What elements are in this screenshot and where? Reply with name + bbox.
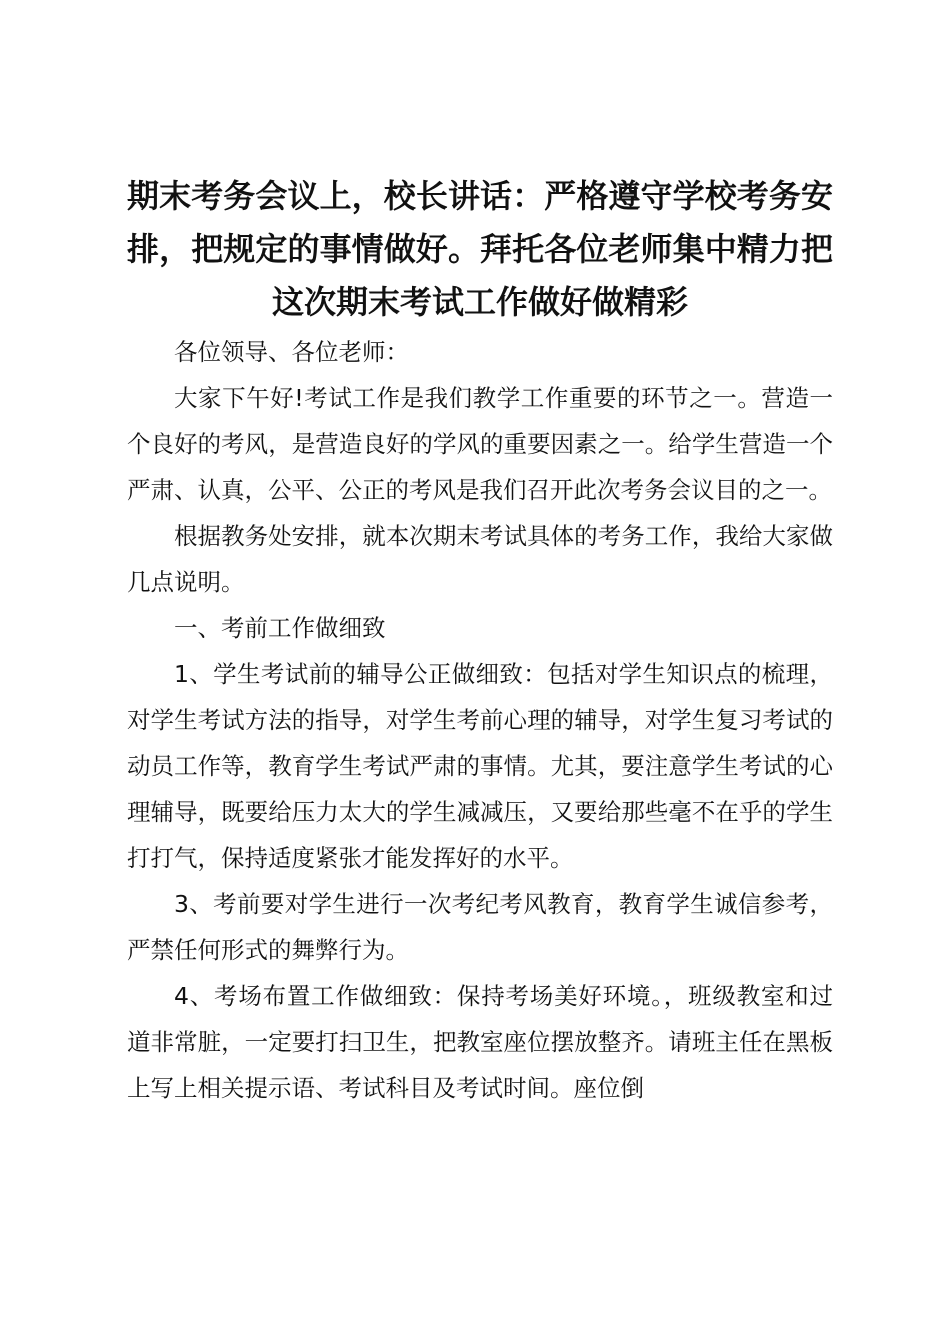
document-title: 期末考务会议上，校长讲话：严格遵守学校考务安排，把规定的事情做好。拜托各位老师集中精力把这次期末考试工作做好做精彩 (127, 177, 833, 321)
paragraph-arrangement: 根据教务处安排，就本次期末考试具体的考务工作，我给大家做几点说明。 (127, 522, 833, 596)
salutation: 各位领导、各位老师： (174, 338, 409, 366)
paragraph-item-3: 3、考前要对学生进行一次考纪考风教育，教育学生诚信参考，严禁任何形式的舞弊行为。 (127, 890, 833, 964)
paragraph-item-1: 1、学生考试前的辅导公正做细致：包括对学生知识点的梳理，对学生考试方法的指导，对学生考前心理的辅导，对学生复习考试的动员工作等，教育学生考试严肃的事情。尤其，要注意学生考试的心理辅导，既要给压力太大的学生减减压，又要给那些毫不在乎的学生打打气，保持适度紧张才能发挥好的水平。 (127, 660, 833, 872)
paragraph-intro: 大家下午好!考试工作是我们教学工作重要的环节之一。营造一个良好的考风，是营造良好的学风的重要因素之一。给学生营造一个严肃、认真，公平、公正的考风是我们召开此次考务会议目的之一。 (127, 384, 833, 504)
section-heading-1: 一、考前工作做细致 (174, 614, 386, 642)
document-page (127, 170, 833, 1111)
paragraph-item-4: 4、考场布置工作做细致：保持考场美好环境。，班级教室和过道非常脏，一定要打扫卫生，把教室座位摆放整齐。请班主任在黑板上写上相关提示语、考试科目及考试时间。座位倒 (127, 982, 833, 1102)
